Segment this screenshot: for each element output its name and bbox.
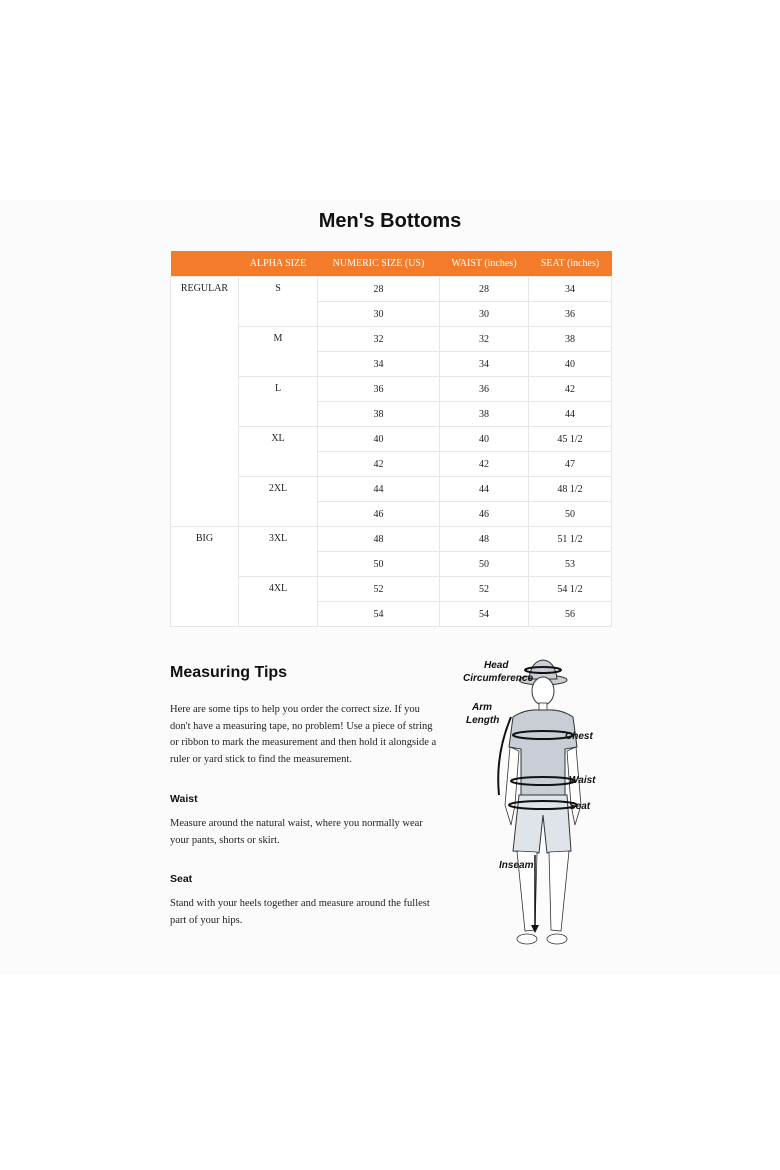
measuring-tips-intro: Here are some tips to help you order the correct size. If you don't have a measuring tape, no problem! Use a piece of string or ribbon to mark the measurement and then hold it alongside a ruler or yard stick to find the measurement.: [170, 704, 437, 765]
circumference-label: Circumference: [463, 673, 534, 684]
waist-cell: 44: [440, 477, 529, 502]
measuring-tips-title: Measuring Tips: [170, 664, 288, 681]
numeric-cell: 28: [318, 277, 440, 302]
waist-cell: 32: [440, 327, 529, 352]
seat-label: Seat: [569, 801, 591, 812]
seat-cell: 38: [529, 327, 612, 352]
waist-cell: 36: [440, 377, 529, 402]
header-seat: SEAT (inches): [529, 251, 612, 277]
waist-cell: 40: [440, 427, 529, 452]
seat-cell: 48 1/2: [529, 477, 612, 502]
header-waist: WAIST (inches): [440, 251, 529, 277]
table-header-row: [171, 251, 612, 277]
waist-cell: 50: [440, 552, 529, 577]
group-cell: REGULAR: [171, 277, 239, 527]
seat-cell: 34: [529, 277, 612, 302]
chest-label: Chest: [565, 731, 593, 742]
alpha-size-cell: 3XL: [239, 527, 318, 577]
header-numeric-size: NUMERIC SIZE (US): [318, 251, 440, 277]
waist-cell: 42: [440, 452, 529, 477]
alpha-size-cell: 2XL: [239, 477, 318, 527]
numeric-cell: 48: [318, 527, 440, 552]
seat-cell: 54 1/2: [529, 577, 612, 602]
numeric-cell: 52: [318, 577, 440, 602]
numeric-cell: 32: [318, 327, 440, 352]
seat-cell: 53: [529, 552, 612, 577]
alpha-size-cell: S: [239, 277, 318, 327]
seat-title: Seat: [170, 873, 193, 885]
waist-cell: 48: [440, 527, 529, 552]
waist-cell: 52: [440, 577, 529, 602]
head-label: Head: [484, 660, 509, 671]
waist-text: Measure around the natural waist, where you normally wear your pants, shorts or skirt.: [170, 818, 423, 846]
waist-label: Waist: [569, 775, 596, 786]
numeric-cell: 54: [318, 602, 440, 627]
numeric-cell: 40: [318, 427, 440, 452]
numeric-cell: 36: [318, 377, 440, 402]
waist-cell: 46: [440, 502, 529, 527]
seat-cell: 36: [529, 302, 612, 327]
group-cell: BIG: [171, 527, 239, 627]
table-row: [171, 277, 612, 302]
alpha-size-cell: 4XL: [239, 577, 318, 627]
table-row: [171, 527, 612, 552]
seat-cell: 44: [529, 402, 612, 427]
waist-cell: 28: [440, 277, 529, 302]
seat-cell: 40: [529, 352, 612, 377]
seat-cell: 51 1/2: [529, 527, 612, 552]
numeric-cell: 30: [318, 302, 440, 327]
page-title: Men's Bottoms: [318, 210, 462, 232]
seat-text: Stand with your heels together and measure around the fullest part of your hips.: [170, 898, 430, 926]
waist-cell: 38: [440, 402, 529, 427]
seat-cell: 47: [529, 452, 612, 477]
measurement-figure: [455, 655, 615, 960]
numeric-cell: 44: [318, 477, 440, 502]
seat-cell: 56: [529, 602, 612, 627]
alpha-size-cell: L: [239, 377, 318, 427]
numeric-cell: 46: [318, 502, 440, 527]
size-chart-table: [170, 251, 612, 627]
numeric-cell: 50: [318, 552, 440, 577]
waist-cell: 54: [440, 602, 529, 627]
header-group: [171, 251, 239, 277]
seat-cell: 42: [529, 377, 612, 402]
inseam-label: Inseam: [499, 860, 534, 871]
arm-label: Arm: [472, 702, 493, 713]
waist-title: Waist: [170, 793, 198, 805]
alpha-size-cell: M: [239, 327, 318, 377]
numeric-cell: 38: [318, 402, 440, 427]
seat-cell: 50: [529, 502, 612, 527]
numeric-cell: 42: [318, 452, 440, 477]
numeric-cell: 34: [318, 352, 440, 377]
waist-cell: 34: [440, 352, 529, 377]
header-alpha-size: ALPHA SIZE: [239, 251, 318, 277]
waist-cell: 30: [440, 302, 529, 327]
length-label: Length: [466, 715, 500, 726]
person-illustration: [455, 655, 615, 960]
alpha-size-cell: XL: [239, 427, 318, 477]
seat-cell: 45 1/2: [529, 427, 612, 452]
